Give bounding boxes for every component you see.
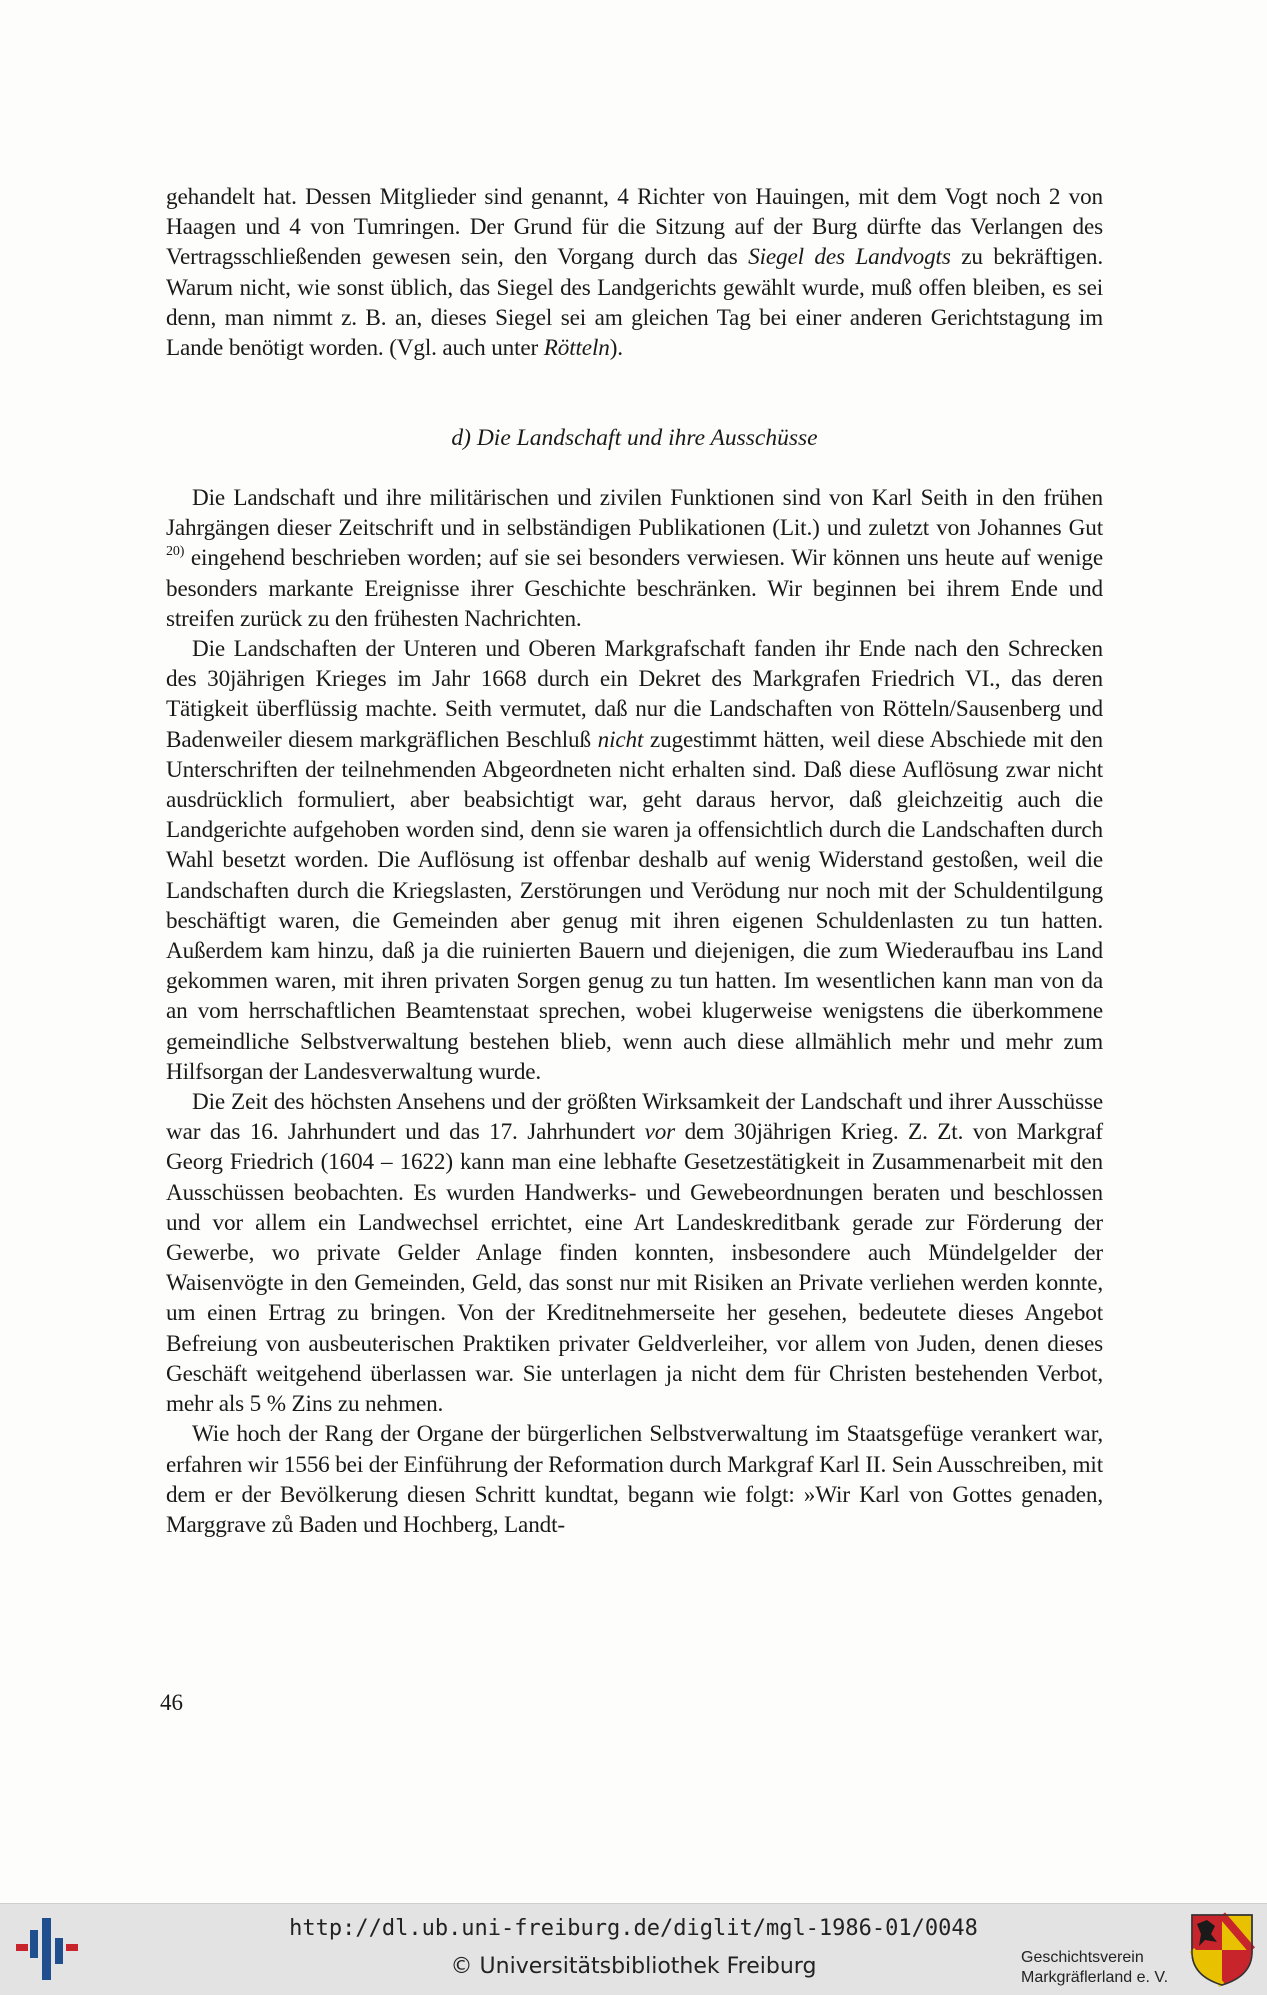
footnote-ref: 20) [166,543,185,559]
footer-bar [0,1903,1267,1995]
intro-paragraph: gehandelt hat. Dessen Mitglieder sind genannt, 4 Richter von Hauingen, mit dem Vogt noch 2 von Haagen und 4 von Tumringen. Der Grund für die Sitzung auf der Burg dürfte das Verlangen des Vertragsschließenden gewesen sein, den Vorgang durch das Siegel des Landvogts zu bekräftigen. Warum nicht, wie sonst üblich, das Siegel des Landgerichts gewählt wurde, muß offen bleiben, es sei denn, man nimmt z. B. an, dieses Siegel sei am gleichen Tag bei einer anderen Gerichtstagung im Lande benötigt worden. (Vgl. auch unter Rötteln). [166,184,1103,362]
paragraph: Die Landschaften der Unteren und Oberen Markgrafschaft fanden ihr Ende nach den Schrecken des 30jährigen Krieges im Jahr 1668 durch ein Dekret des Markgrafen Friedrich VI., das deren Tätigkeit überflüssig machte. Seith vermutet, daß nur die Landschaften von Rötteln/Sausenberg und Badenweiler diesem markgräflichen Beschluß nicht zugestimmt hätten, weil diese Abschiede mit den Unterschriften der teilnehmenden Abgeordneten nicht erhalten sind. Daß diese Auflösung zwar nicht ausdrücklich formuliert, aber beabsichtigt war, geht daraus hervor, daß gleichzeitig auch die Landgerichte aufgehoben worden sind, denn sie waren ja offensichtlich durch die Landschaften durch Wahl besetzt worden. Die Auflösung ist offenbar deshalb auf wenig Widerstand gestoßen, weil die Landschaften durch die Kriegslasten, Zerstörungen und Verödung nur noch mit der Schuldentilgung beschäftigt waren, die Gemeinden aber genug mit ihren eigenen Schuldenlasten zu tun hatten. Außerdem kam hinzu, daß ja die ruinierten Bauern und diejenigen, die zum Wiederaufbau ins Land gekommen waren, mit ihren privaten Sorgen genug zu tun hatten. Im wesentlichen kann man von da an vom herrschaftlichen Beamtenstaat sprechen, wobei klugerweise wenigstens die überkommene gemeindliche Selbstverwaltung bestehen blieb, wenn auch diese allmählich mehr und mehr zum Hilfsorgan der Landesverwaltung wurde. [166,636,1104,1085]
section-heading: d) Die Landschaft und ihre Ausschüsse [451,425,818,451]
copyright-text: © Universitätsbibliothek Freiburg [450,1954,817,1979]
coat-of-arms-icon[interactable] [1189,1912,1255,1988]
document-url-link[interactable]: http://dl.ub.uni-freiburg.de/diglit/mgl-1986-01/0048 [289,1916,978,1941]
society-line1: Geschichtsverein [1021,1949,1144,1966]
emphasis-text: vor [644,1119,676,1146]
paragraph: Die Landschaft und ihre militärischen und zivilen Funktionen sind von Karl Seith in den frühen Jahrgängen dieser Zeitschrift und in selbständigen Publikationen (Lit.) und zuletzt von Johannes Gut $^{20)}$ eingehend beschrieben worden; auf sie sei besonders verwiesen. Wir können uns heute auf wenige besonders markante Ereignisse ihrer Geschichte beschränken. Wir beginnen bei ihrem Ende und streifen zurück zu den frühesten Nachrichten. [166,485,1103,632]
emphasis-text: nicht [597,726,644,753]
society-name [1021,1948,1181,1988]
emphasis-text: Rötteln [543,335,610,362]
paragraph: Wie hoch der Rang der Organe der bürgerlichen Selbstverwaltung im Staatsgefüge verankert war, erfahren wir 1556 bei der Einführung der Reformation durch Markgraf Karl II. Sein Ausschreiben, mit dem er der Bevölkerung diesen Schritt kundtat, begann wie folgt: »Wir Karl von Gottes genaden, Marggrave zů Baden und Hochberg, Landt- [166,1421,1103,1538]
body-text [166,483,1103,1540]
society-line2: Markgräflerland e. V. [1021,1969,1169,1986]
page-number: 46 [160,1690,183,1715]
emphasis-text: Siegel des Landvogts [748,244,951,271]
paragraph: Die Zeit des höchsten Ansehens und der größten Wirksamkeit der Landschaft und ihrer Ausschüsse war das 16. Jahrhundert und das 17. Jahrhundert vor dem 30jährigen Krieg. Z. Zt. von Markgraf Georg Friedrich (1604 – 1622) kann man eine lebhafte Gesetzestätigkeit in Zusammenarbeit mit den Ausschüssen beobachten. Es wurden Handwerks- und Gewebeordnungen beraten und beschlossen und vor allem ein Landwechsel errichtet, eine Art Landeskreditbank gerade zur Förderung der Gewerbe, wo private Gelder Anlage finden konnten, insbesondere auch Mündelgelder der Waisenvögte in den Gemeinden, Geld, das sonst nur mit Risiken an Private verliehen werden konnte, um einen Ertrag zu bringen. Von der Kreditnehmerseite her gesehen, bedeutete dieses Angebot Befreiung von ausbeuterischen Praktiken privater Geldverleiher, vor allem von Juden, denen dieses Geschäft weitgehend überlassen war. Sie unterlagen ja nicht dem für Christen bestehenden Verbot, mehr als 5 % Zins zu nehmen. [166,1089,1103,1418]
